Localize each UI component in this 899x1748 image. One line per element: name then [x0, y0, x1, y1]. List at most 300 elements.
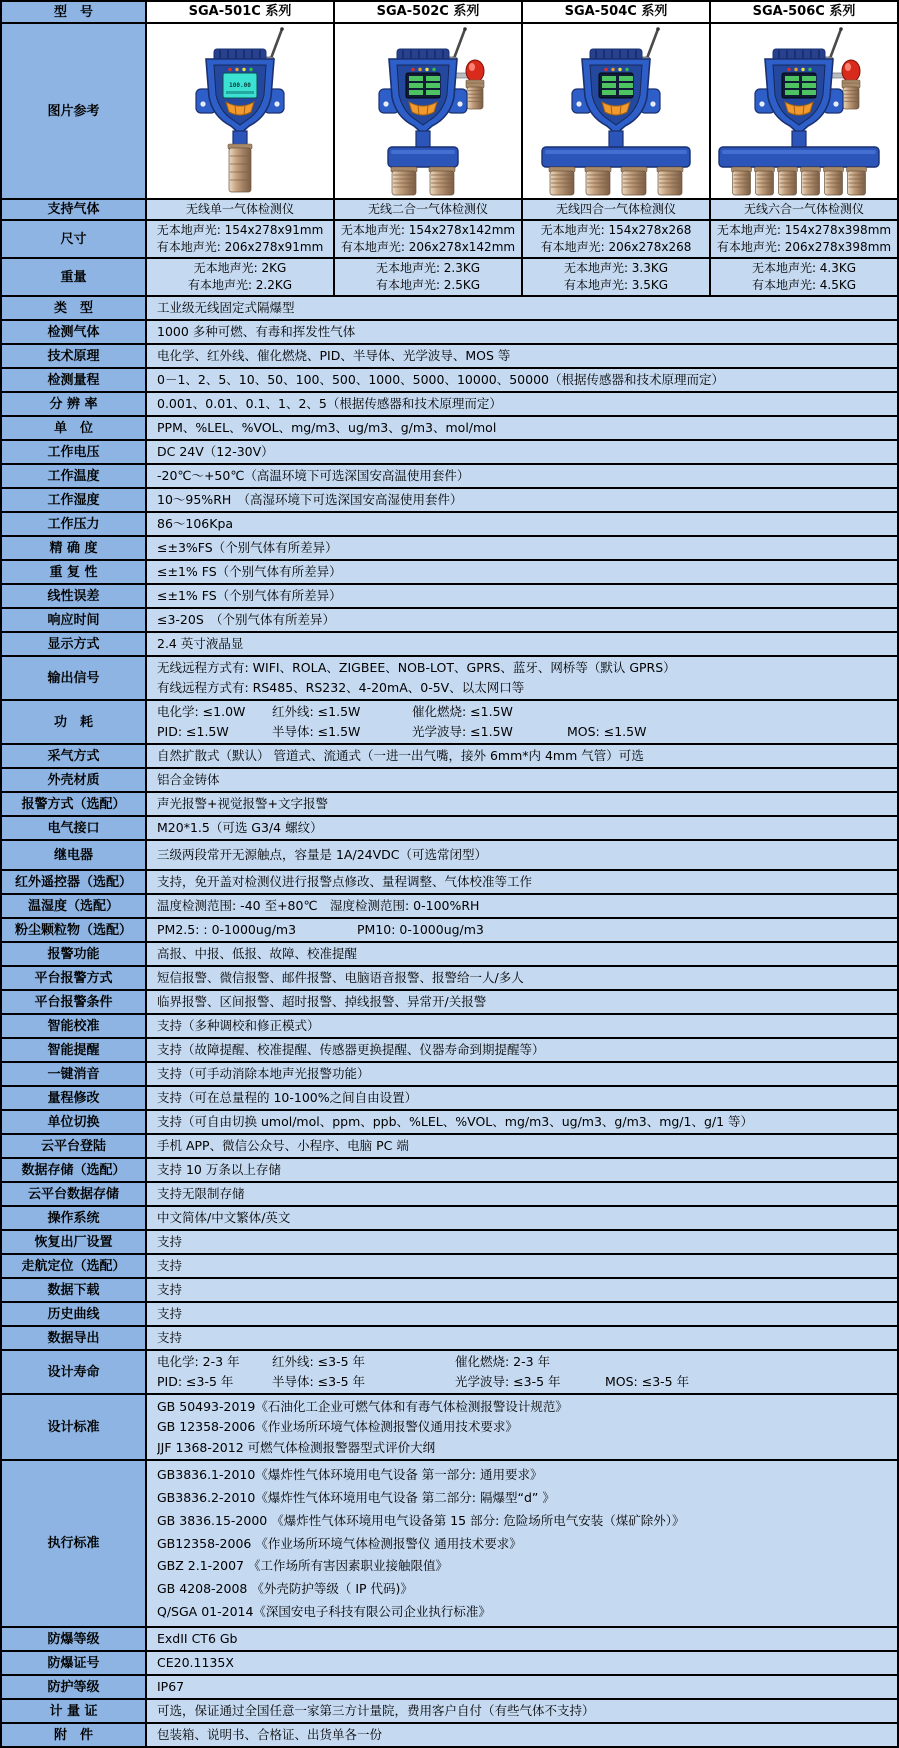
- value-text: 支持（多种调校和修正模式）: [157, 1018, 320, 1033]
- row-value-cell: [147, 585, 897, 607]
- value-line: 无本地声光: 2.3KG: [375, 261, 481, 275]
- sensor-cylinder-icon: [585, 167, 611, 195]
- row-label-cell: [2, 633, 147, 655]
- row-label: 显示方式: [47, 636, 100, 652]
- detector-head: [196, 49, 284, 134]
- value-text: 包装箱、说明书、合格证、出货单各一份: [157, 1727, 383, 1742]
- row-label-cell: [2, 1111, 147, 1133]
- row-label-cell: [2, 1652, 147, 1674]
- value-line: GB3836.2-2010《爆炸性气体环境用电气设备 第二部分: 隔爆型“d” 》: [157, 1489, 555, 1505]
- row-label-cell: [2, 345, 147, 367]
- value-text: DC 24V（12-30V）: [157, 444, 274, 459]
- row-label-cell: [2, 393, 147, 415]
- value-line: 无本地声光: 4.3KG: [751, 261, 857, 275]
- product-image-cell: [523, 24, 711, 198]
- detector-head: [755, 49, 843, 134]
- row-label-cell: [2, 1231, 147, 1253]
- row-label: 恢复出厂设置: [34, 1234, 113, 1250]
- value-line: 无线远程方式有: WIFI、ROLA、ZIGBEE、NOB-LOT、GPRS、蓝牙、网桥等（默认 GPRS）: [157, 660, 676, 675]
- value-segment: 半导体: ≤1.5W: [272, 724, 361, 739]
- row-label: 操作系统: [47, 1210, 100, 1226]
- spec-row: [2, 441, 897, 465]
- spec-row: [2, 657, 897, 701]
- value-text: PPM、%LEL、%VOL、mg/m3、ug/m3、g/m3、mol/mol: [157, 420, 497, 435]
- row-label: 温湿度（选配）: [27, 898, 119, 914]
- lcd-screen: [599, 73, 633, 98]
- sensor-cylinder-icon: [429, 167, 455, 195]
- spec-row: [2, 1063, 897, 1087]
- spec-row: [2, 1700, 897, 1724]
- value-line: 无本地声光: 154x278x91mm: [156, 223, 324, 237]
- row-label: 单位切换: [47, 1114, 100, 1130]
- value-text: 支持: [157, 1258, 183, 1273]
- row-label: 外壳材质: [47, 772, 100, 788]
- value-line: 无本地声光: 154x278x142mm: [340, 223, 516, 237]
- sensor-cylinder-icon: [657, 167, 683, 195]
- spec-row: [2, 745, 897, 769]
- row-value-cell: [147, 943, 897, 965]
- row-value-cell: [147, 841, 897, 869]
- sensor-assembly: [388, 131, 458, 195]
- row-label-cell: [2, 657, 147, 699]
- row-label-cell: [2, 871, 147, 893]
- spec-row: [2, 537, 897, 561]
- value-line: [157, 920, 891, 940]
- detector-head: [572, 49, 660, 134]
- value-line: 有线远程方式有: RS485、RS232、4-20mA、0-5V、以太网口等: [157, 680, 525, 695]
- row-value-cell: [147, 871, 897, 893]
- row-label-cell: [2, 1063, 147, 1085]
- value-line: GB 4208-2008 《外壳防护等级（ IP 代码)》: [157, 1581, 413, 1597]
- row-label-cell: [2, 1327, 147, 1349]
- value-text: 临界报警、区间报警、超时报警、掉线报警、异常开/关报警: [157, 994, 487, 1009]
- row-label: 一键消音: [47, 1066, 100, 1082]
- row-label: 智能校准: [47, 1018, 100, 1034]
- row-label-cell: [2, 895, 147, 917]
- row-label: 执行标准: [47, 1536, 100, 1551]
- row-value-cell: [147, 1628, 897, 1650]
- value-line: 无线单一气体检测仪: [185, 202, 294, 216]
- row-label-cell: [2, 1461, 147, 1626]
- row-label-cell: [2, 465, 147, 487]
- row-value-cell: [147, 200, 335, 219]
- spec-row: [2, 1676, 897, 1700]
- row-label-cell: [2, 919, 147, 941]
- row-label-cell: [2, 841, 147, 869]
- row-label-cell: [2, 1255, 147, 1277]
- row-label: 设计寿命: [47, 1364, 100, 1380]
- row-value-cell: [523, 221, 711, 257]
- sensor-cylinder-icon: [621, 167, 647, 195]
- value-segment: 催化燃烧: 2-3 年: [455, 1354, 551, 1369]
- header-label: 型 号: [53, 4, 93, 20]
- sensor-cylinder-icon: [549, 167, 575, 195]
- value-text: 手机 APP、微信公众号、小程序、电脑 PC 端: [157, 1138, 409, 1153]
- row-label-cell: [2, 297, 147, 319]
- table-header-row: [2, 2, 897, 24]
- row-label: 支持气体: [47, 202, 100, 217]
- product-photo: [147, 25, 333, 197]
- row-label: 继电器: [53, 847, 93, 863]
- value-text: 电化学、红外线、催化燃烧、PID、半导体、光学波导、MOS 等: [157, 348, 511, 363]
- spec-row: [2, 1159, 897, 1183]
- value-line: 有本地声光: 2.5KG: [375, 278, 481, 292]
- value-text: 支持（可手动消除本地声光报警功能）: [157, 1066, 370, 1081]
- spec-row: [2, 793, 897, 817]
- row-label: 工作湿度: [47, 492, 100, 508]
- value-segment: 光学波导: ≤3-5 年: [455, 1374, 561, 1389]
- value-text: CE20.1135X: [157, 1655, 234, 1670]
- value-segment: 光学波导: ≤1.5W: [412, 724, 513, 739]
- row-value-cell: [147, 537, 897, 559]
- row-label: 报警方式（选配）: [21, 796, 126, 812]
- row-label-cell: [2, 1159, 147, 1181]
- value-line: 无本地声光: 154x278x268: [540, 223, 692, 237]
- value-line: [157, 722, 891, 742]
- spec-row: [2, 561, 897, 585]
- row-label-cell: [2, 1039, 147, 1061]
- row-label-cell: [2, 1135, 147, 1157]
- value-text: ≤3-20S （个别气体有所差异）: [157, 612, 336, 627]
- spec-row: [2, 345, 897, 369]
- row-value-cell: [147, 657, 897, 699]
- value-line: 无线二合一气体检测仪: [367, 202, 488, 216]
- product-photo: [523, 25, 709, 197]
- value-text: 86～106Kpa: [157, 516, 234, 531]
- value-line: GB3836.1-2010《爆炸性气体环境用电气设备 第一部分: 通用要求》: [157, 1466, 543, 1482]
- row-value-cell: [147, 1327, 897, 1349]
- value-line: 有本地声光: 206x278x268: [540, 240, 692, 254]
- value-text: ≤±3%FS（个别气体有所差异）: [157, 540, 338, 555]
- row-value-cell: [147, 1279, 897, 1301]
- value-segment: 电化学: 2-3 年: [157, 1354, 240, 1369]
- value-line: GB 3836.15-2000 《爆炸性气体环境用电气设备第 15 部分: 危险场所电气安装（煤矿除外）》: [157, 1512, 685, 1528]
- spec-row: [2, 259, 897, 297]
- value-text: 支持: [157, 1282, 183, 1297]
- row-label: 走航定位（选配）: [21, 1258, 126, 1274]
- spec-row: [2, 919, 897, 943]
- value-line: 有本地声光: 4.5KG: [751, 278, 857, 292]
- value-text: 10～95%RH （高湿环境下可选深国安高湿使用套件）: [157, 492, 463, 507]
- model-name: SGA-506C 系列: [752, 4, 856, 19]
- product-image-cell: [711, 24, 897, 198]
- row-label: 红外遥控器（选配）: [14, 874, 132, 890]
- row-value-cell: [147, 609, 897, 631]
- row-label-cell: [2, 769, 147, 791]
- row-value-cell: [147, 1015, 897, 1037]
- value-text: -20℃～+50℃（高温环境下可选深国安高温使用套件）: [157, 468, 470, 483]
- row-label-cell: [2, 585, 147, 607]
- spec-row: [2, 297, 897, 321]
- header-label-cell: [2, 2, 147, 22]
- row-label: 数据导出: [47, 1330, 100, 1346]
- row-value-cell: [147, 393, 897, 415]
- spec-row: [2, 1628, 897, 1652]
- value-text: 支持，免开盖对检测仪进行报警点修改、量程调整、气体校准等工作: [157, 874, 533, 889]
- spec-row: [2, 393, 897, 417]
- row-label-cell: [2, 1628, 147, 1650]
- row-label-cell: [2, 1183, 147, 1205]
- spec-row: [2, 417, 897, 441]
- spec-row: [2, 769, 897, 793]
- row-value-cell: [147, 417, 897, 439]
- sensor-cylinder-icon: [732, 167, 752, 195]
- row-value-cell: [147, 369, 897, 391]
- product-image-cell: [335, 24, 523, 198]
- row-label-cell: [2, 1279, 147, 1301]
- lcd-screen: [782, 73, 816, 98]
- row-value-cell: [711, 221, 897, 257]
- value-segment: MOS: ≤3-5 年: [605, 1374, 690, 1389]
- value-text: 自然扩散式（默认） 管道式、流通式（一进一出气嘴，接外 6mm*内 4mm 气管）可选: [157, 748, 644, 763]
- row-label: 技术原理: [47, 348, 100, 364]
- row-label: 精 确 度: [49, 540, 98, 556]
- row-value-cell: [147, 633, 897, 655]
- row-label-cell: [2, 417, 147, 439]
- value-text: 温度检测范围: -40 至+80℃ 湿度检测范围: 0-100%RH: [157, 898, 480, 913]
- row-value-cell: [147, 1135, 897, 1157]
- value-segment: 半导体: ≤3-5 年: [272, 1374, 366, 1389]
- row-label-cell: [2, 537, 147, 559]
- detector-head: [379, 49, 467, 134]
- row-label: 智能提醒: [47, 1042, 100, 1058]
- row-label-cell: [2, 701, 147, 743]
- row-value-cell: [147, 1183, 897, 1205]
- value-line: 有本地声光: 2.2KG: [187, 278, 293, 292]
- row-label: 附 件: [53, 1727, 93, 1743]
- row-label: 粉尘颗粒物（选配）: [14, 922, 132, 938]
- row-label: 量程修改: [47, 1090, 100, 1106]
- row-value-cell: [711, 200, 897, 219]
- model-header-cell: [523, 2, 711, 22]
- row-label: 平台报警方式: [34, 970, 113, 986]
- spec-row: [2, 1303, 897, 1327]
- spec-row: [2, 465, 897, 489]
- row-label: 设计标准: [47, 1419, 100, 1435]
- row-value-columns: [147, 200, 897, 219]
- row-value-cell: [147, 793, 897, 815]
- value-line: JJF 1368-2012 可燃气体检测报警器型式评价大纲: [157, 1439, 436, 1455]
- row-label: 采气方式: [47, 748, 100, 764]
- spec-row: [2, 513, 897, 537]
- spec-row: [2, 633, 897, 657]
- row-value-cell: [147, 1303, 897, 1325]
- value-segment: 催化燃烧: ≤1.5W: [412, 704, 513, 719]
- value-text: ≤±1% FS（个别气体有所差异）: [157, 564, 342, 579]
- spec-rows: [2, 200, 897, 1746]
- spec-row: [2, 489, 897, 513]
- value-text: 支持（可在总量程的 10-100%之间自由设置）: [157, 1090, 418, 1105]
- product-image-cells: [147, 24, 897, 198]
- row-value-cell: [147, 1159, 897, 1181]
- row-value-cell: [147, 513, 897, 535]
- value-line: 有本地声光: 206x278x142mm: [340, 240, 516, 254]
- row-value-columns: [147, 259, 897, 295]
- spec-row: [2, 1111, 897, 1135]
- row-label: 防爆等级: [47, 1631, 100, 1647]
- sensor-cylinder-icon: [801, 167, 821, 195]
- spec-row: [2, 841, 897, 871]
- row-label: 检测气体: [47, 324, 100, 340]
- row-value-cell: [147, 321, 897, 343]
- row-label: 云平台登陆: [40, 1138, 106, 1154]
- sensor-cylinder-icon: [842, 83, 860, 109]
- row-value-cell: [147, 1207, 897, 1229]
- value-line: GBZ 2.1-2007 《工作场所有害因素职业接触限值》: [157, 1558, 448, 1574]
- value-text: 支持: [157, 1330, 183, 1345]
- spec-row: [2, 991, 897, 1015]
- row-value-cell: [147, 259, 335, 295]
- row-label: 计 量 证: [49, 1703, 98, 1719]
- value-text: 支持无限制存储: [157, 1186, 245, 1201]
- row-value-cell: [147, 701, 897, 743]
- row-label: 重 复 性: [49, 564, 98, 580]
- row-label: 数据下载: [47, 1282, 100, 1298]
- row-label-cell: [2, 609, 147, 631]
- spec-row: [2, 1135, 897, 1159]
- value-text: 高报、中报、低报、故障、校准提醒: [157, 946, 358, 961]
- row-label: 平台报警条件: [34, 994, 113, 1010]
- value-line: 无本地声光: 154x278x398mm: [716, 223, 892, 237]
- value-text: 支持: [157, 1306, 183, 1321]
- row-label-cell: [2, 200, 147, 219]
- row-label-cell: [2, 321, 147, 343]
- row-label-cell: [2, 221, 147, 257]
- sensor-cylinder-icon: [778, 167, 798, 195]
- model-header-cells: [147, 2, 897, 22]
- value-text: 支持: [157, 1234, 183, 1249]
- value-segment: PM2.5: : 0-1000ug/m3: [157, 922, 297, 937]
- row-value-cell: [147, 1351, 897, 1393]
- value-text: 声光报警+视觉报警+文字报警: [157, 796, 328, 811]
- value-segment: 红外线: ≤3-5 年: [272, 1354, 366, 1369]
- spec-row: [2, 1231, 897, 1255]
- value-text: ExdII CT6 Gb: [157, 1631, 238, 1646]
- row-label-cell: [2, 259, 147, 295]
- row-value-cell: [147, 345, 897, 367]
- row-label: 分 辨 率: [49, 396, 98, 412]
- value-line: [157, 702, 891, 722]
- value-line: [157, 1372, 891, 1392]
- row-label-cell: [2, 489, 147, 511]
- value-segment: MOS: ≤1.5W: [567, 724, 647, 739]
- row-label-cell: [2, 1303, 147, 1325]
- lcd-screen: [223, 73, 257, 98]
- row-label: 类 型: [53, 300, 93, 316]
- spec-row: [2, 871, 897, 895]
- row-label: 防护等级: [47, 1679, 100, 1695]
- row-label-cell: [2, 967, 147, 989]
- row-label-cell: [2, 1724, 147, 1746]
- row-value-cell: [523, 259, 711, 295]
- spec-row: [2, 321, 897, 345]
- product-photo: [711, 25, 897, 197]
- row-value-cell: [147, 1087, 897, 1109]
- row-label-cell: [2, 24, 147, 198]
- row-value-cell: [147, 1039, 897, 1061]
- value-text: 支持（可自由切换 umol/mol、ppm、ppb、%LEL、%VOL、mg/m3、ug/m3、g/m3、mg/1、g/1 等）: [157, 1114, 754, 1129]
- value-text: 0－1、2、5、10、50、100、500、1000、5000、10000、50000（根据传感器和技术原理而定）: [157, 372, 724, 387]
- sensor-cylinder-icon: [824, 167, 844, 195]
- model-name: SGA-501C 系列: [188, 4, 292, 19]
- row-value-cell: [335, 221, 523, 257]
- spec-row: [2, 1039, 897, 1063]
- value-text: 0.001、0.01、0.1、1、2、5（根据传感器和技术原理而定）: [157, 396, 502, 411]
- row-label: 检测量程: [47, 372, 100, 388]
- row-label: 工作压力: [47, 516, 100, 532]
- row-value-cell: [147, 919, 897, 941]
- spec-row: [2, 585, 897, 609]
- spec-row: [2, 1087, 897, 1111]
- sensor-assembly: [228, 131, 252, 192]
- row-label-cell: [2, 441, 147, 463]
- spec-row: [2, 967, 897, 991]
- row-value-cell: [147, 967, 897, 989]
- product-photo: [335, 25, 521, 197]
- value-text: IP67: [157, 1679, 185, 1694]
- row-value-cell: [147, 1231, 897, 1253]
- row-label-cell: [2, 369, 147, 391]
- row-value-cell: [147, 1255, 897, 1277]
- model-header-cell: [147, 2, 335, 22]
- row-label: 历史曲线: [47, 1306, 100, 1322]
- value-text: 中文简体/中文繁体/英文: [157, 1210, 291, 1225]
- row-value-cell: [147, 465, 897, 487]
- row-label-cell: [2, 513, 147, 535]
- spec-row: [2, 1395, 897, 1461]
- row-label: 单 位: [53, 420, 93, 436]
- row-label-cell: [2, 1395, 147, 1459]
- row-value-cell: [147, 1063, 897, 1085]
- row-label: 工作温度: [47, 468, 100, 484]
- value-segment: PID: ≤1.5W: [157, 724, 229, 739]
- row-label-cell: [2, 1087, 147, 1109]
- value-segment: 红外线: ≤1.5W: [272, 704, 361, 719]
- row-label: 输出信号: [47, 670, 100, 686]
- spec-row: [2, 1183, 897, 1207]
- value-line: 有本地声光: 3.5KG: [563, 278, 669, 292]
- sensor-cylinder-icon: [391, 167, 417, 195]
- row-value-cell: [147, 769, 897, 791]
- product-image-cell: [147, 24, 335, 198]
- spec-row: [2, 1015, 897, 1039]
- model-name: SGA-504C 系列: [564, 4, 668, 19]
- row-label-cell: [2, 1015, 147, 1037]
- spec-row: [2, 1327, 897, 1351]
- row-label: 云平台数据存储: [27, 1186, 119, 1202]
- value-text: 铝合金铸体: [157, 772, 220, 787]
- value-line: Q/SGA 01-2014《深国安电子科技有限公司企业执行标准》: [157, 1604, 491, 1620]
- row-label-cell: [2, 1700, 147, 1722]
- value-text: 可选，保证通过全国任意一家第三方计量院，费用客户自付（有些气体不支持）: [157, 1703, 595, 1718]
- row-label-cell: [2, 1676, 147, 1698]
- row-label: 尺寸: [60, 231, 87, 247]
- model-header-cell: [711, 2, 897, 22]
- row-label: 数据存储（选配）: [21, 1162, 126, 1178]
- spec-row: [2, 1724, 897, 1746]
- value-line: 有本地声光: 206x278x398mm: [716, 240, 892, 254]
- spec-row: [2, 1207, 897, 1231]
- value-line: GB12358-2006 《作业场所环境气体检测报警仪 通用技术要求》: [157, 1535, 522, 1551]
- row-label: 防爆证号: [47, 1655, 100, 1671]
- sensor-assembly: [719, 131, 879, 195]
- row-label: 工作电压: [47, 444, 100, 460]
- row-label-cell: [2, 745, 147, 767]
- value-segment: 电化学: ≤1.0W: [157, 704, 246, 719]
- row-value-cell: [335, 259, 523, 295]
- row-value-cell: [147, 221, 335, 257]
- row-value-cell: [147, 561, 897, 583]
